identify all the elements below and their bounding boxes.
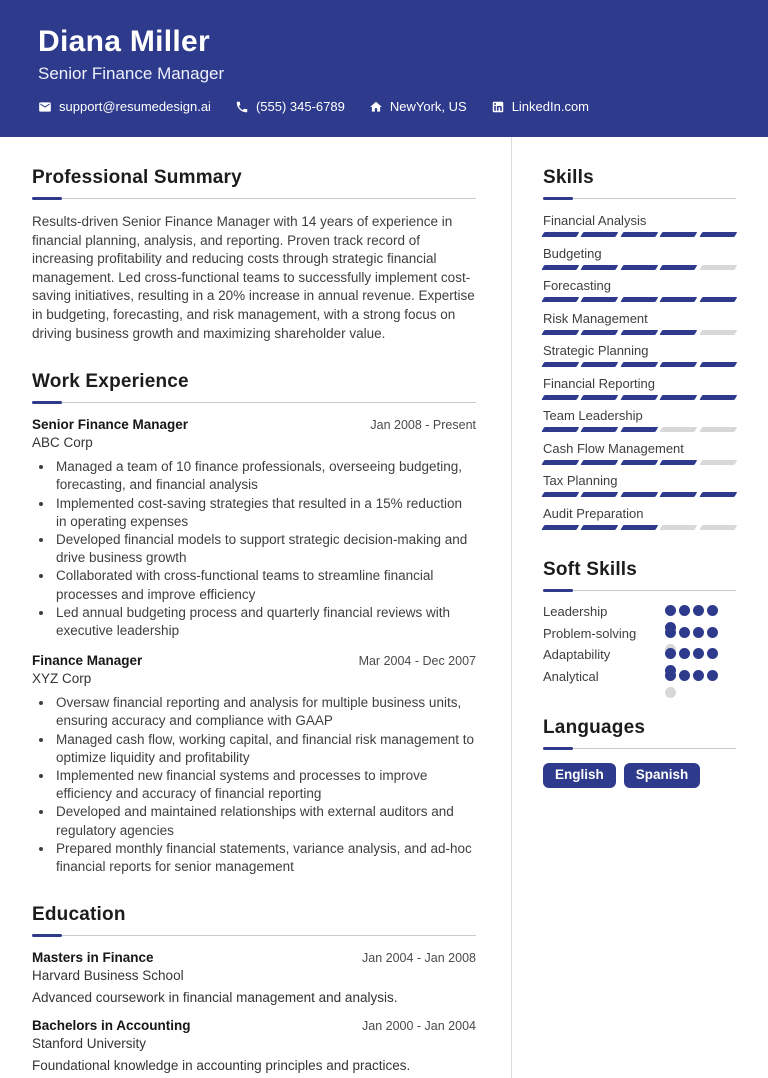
language-list: [543, 763, 736, 788]
rating-dot: [693, 605, 704, 616]
skill-item: [543, 506, 736, 530]
section-summary: [32, 167, 476, 343]
job-header: [32, 653, 476, 668]
summary-text: Results-driven Senior Finance Manager with 14 years of experience in financial planning, analysis, and reporting. Proven track record of increasing profitability and reducing costs through strategic financial management. Led cross-functional teams to successfully implement cost-saving initiatives, resulting in a 20% increase in annual revenue. Expertise in budgeting, forecasting, and risk management, with a strong focus on driving business growth and maximizing shareholder value.: [32, 214, 475, 341]
contact-location-text: NewYork, US: [389, 99, 467, 114]
education-heading: Education: [32, 904, 126, 926]
skill-bar-segment: [699, 297, 737, 302]
skill-bar-segment: [621, 460, 659, 465]
job-bullet: • Developed and maintained relationships with external auditors and regulatory agencies: [54, 803, 476, 839]
education-degree: Bachelors in Accounting: [32, 1018, 191, 1034]
soft-skill-dots: [665, 648, 735, 670]
skill-bar-segment: [699, 427, 737, 432]
contact-linkedin: [491, 99, 589, 114]
skill-list: [543, 213, 736, 529]
person-job-title: Senior Finance Manager: [38, 64, 225, 83]
education-dates: Jan 2004 - Jan 2008: [362, 951, 476, 966]
skill-bar-segment: [699, 492, 737, 497]
skill-item: [543, 213, 736, 237]
skill-bar-segment: [699, 232, 737, 237]
language-pill: English: [543, 763, 616, 788]
soft-skill-dots: [665, 627, 735, 649]
contact-email: [38, 99, 211, 114]
skill-name: Risk Management: [543, 310, 648, 326]
soft-skill-row: [543, 648, 736, 670]
education-school: Harvard Business School: [32, 968, 184, 984]
skill-item: [543, 278, 736, 302]
soft-skill-name: Problem-solving: [543, 625, 637, 641]
job-entry: [32, 653, 476, 876]
language-pill: Spanish: [624, 763, 701, 788]
skill-level-bar: [543, 297, 736, 302]
skill-name: Forecasting: [543, 278, 611, 293]
job-title: Finance Manager: [32, 653, 143, 669]
skill-bar-segment: [699, 525, 737, 530]
experience-heading: Work Experience: [32, 371, 189, 393]
education-header: [32, 950, 476, 965]
skill-bar-segment: [542, 395, 580, 400]
education-degree: Masters in Finance: [32, 950, 154, 966]
skill-item: [543, 343, 736, 367]
soft-skill-dots: [665, 605, 735, 627]
skill-bar-segment: [581, 525, 619, 530]
skill-item: [543, 408, 736, 432]
skill-name: Strategic Planning: [543, 343, 649, 358]
section-skills: [543, 167, 736, 529]
skill-bar-segment: [660, 297, 698, 302]
section-languages: [543, 717, 736, 788]
job-list: [32, 417, 476, 876]
soft-skill-row: [543, 627, 736, 649]
resume-body: [0, 137, 768, 1078]
job-title: Senior Finance Manager: [32, 417, 189, 433]
skill-bar-segment: [581, 330, 619, 335]
rating-dot: [665, 648, 676, 659]
skill-bar-segment: [581, 460, 619, 465]
skill-bar-segment: [621, 330, 659, 335]
job-bullet: • Managed a team of 10 finance professionals, overseeing budgeting, forecasting, and financial analysis: [54, 458, 476, 494]
rating-dot: [707, 627, 718, 638]
education-dates: Jan 2000 - Jan 2004: [362, 1019, 476, 1034]
rating-dot: [693, 627, 704, 638]
skill-bar-segment: [660, 362, 698, 367]
rating-dot: [707, 670, 718, 681]
skill-bar-segment: [542, 330, 580, 335]
rating-dot: [707, 648, 718, 659]
education-list: [32, 950, 476, 1073]
contact-linkedin-text: LinkedIn.com: [511, 99, 590, 114]
skill-level-bar: [543, 330, 736, 335]
skill-level-bar: [543, 492, 736, 497]
skill-bar-segment: [542, 460, 580, 465]
skill-bar-segment: [660, 492, 698, 497]
soft-skill-name: Analytical: [543, 668, 599, 684]
skill-bar-segment: [542, 525, 580, 530]
rating-dot: [679, 605, 690, 616]
job-company: XYZ Corp: [32, 671, 92, 687]
skill-bar-segment: [542, 492, 580, 497]
skill-name: Cash Flow Management: [543, 440, 684, 456]
skill-level-bar: [543, 395, 736, 400]
education-description: Advanced coursework in financial management and analysis.: [32, 990, 398, 1006]
skill-bar-segment: [699, 362, 737, 367]
linkedin-icon: [491, 100, 505, 114]
contact-location: [369, 99, 467, 114]
job-header: [32, 417, 476, 432]
soft-skill-dots: [665, 670, 735, 692]
contact-email-text: support@resumedesign.ai: [59, 99, 211, 114]
skill-bar-segment: [621, 492, 659, 497]
skill-bar-segment: [660, 232, 698, 237]
skill-bar-segment: [699, 330, 737, 335]
skill-bar-segment: [581, 492, 619, 497]
section-rule: [32, 197, 476, 200]
job-bullet: • Implemented cost-saving strategies that resulted in a 15% reduction in operating expenses: [54, 495, 476, 531]
skill-bar-segment: [660, 265, 698, 270]
skill-bar-segment: [542, 232, 580, 237]
contact-row: [38, 99, 730, 114]
section-education: [32, 904, 476, 1073]
section-rule: [543, 747, 736, 750]
job-bullet: • Developed financial models to support strategic decision-making and drive business growth: [54, 531, 476, 567]
soft-skills-heading: Soft Skills: [543, 559, 638, 580]
skill-name: Team Leadership: [543, 408, 643, 423]
job-bullet: • Oversaw financial reporting and analysis for multiple business units, ensuring accuracy and compliance with GAAP: [54, 694, 476, 730]
skill-bar-segment: [542, 427, 580, 432]
skill-bar-segment: [621, 297, 659, 302]
rating-dot: [665, 687, 676, 698]
education-description: Foundational knowledge in accounting principles and practices.: [32, 1058, 411, 1074]
skill-item: [543, 441, 736, 465]
skill-bar-segment: [542, 265, 580, 270]
section-soft-skills: [543, 559, 736, 691]
rating-dot: [679, 648, 690, 659]
skill-bar-segment: [660, 395, 698, 400]
soft-skill-name: Leadership: [543, 604, 608, 619]
skill-level-bar: [543, 525, 736, 530]
skill-name: Financial Analysis: [543, 213, 647, 228]
skills-heading: Skills: [543, 167, 594, 188]
skill-bar-segment: [621, 525, 659, 530]
education-school: Stanford University: [32, 1036, 147, 1052]
skill-item: [543, 376, 736, 400]
person-name: Diana Miller: [38, 25, 210, 58]
resume-header: [0, 0, 768, 137]
skill-bar-segment: [581, 297, 619, 302]
job-bullet: • Managed cash flow, working capital, and financial risk management to optimize liquidity and profitability: [54, 731, 476, 767]
skill-bar-segment: [621, 427, 659, 432]
skill-bar-segment: [542, 297, 580, 302]
skill-bar-segment: [660, 330, 698, 335]
rating-dot: [665, 605, 676, 616]
soft-skill-list: [543, 605, 736, 691]
skill-item: [543, 473, 736, 497]
job-dates: Mar 2004 - Dec 2007: [358, 654, 476, 669]
job-entry: [32, 417, 476, 640]
section-experience: [32, 371, 476, 876]
rating-dot: [665, 670, 676, 681]
job-bullet: • Collaborated with cross-functional teams to streamline financial processes and improve efficiency: [54, 567, 476, 603]
soft-skill-name: Adaptability: [543, 647, 611, 663]
skill-name: Budgeting: [543, 245, 602, 261]
skill-level-bar: [543, 362, 736, 367]
skill-name: Tax Planning: [543, 473, 618, 488]
section-rule: [32, 934, 476, 937]
skill-bar-segment: [621, 265, 659, 270]
job-bullet: • Prepared monthly financial statements, variance analysis, and ad-hoc financial reports for senior management: [54, 840, 476, 876]
skill-bar-segment: [660, 460, 698, 465]
skill-name: Financial Reporting: [543, 375, 656, 391]
section-rule: [32, 401, 476, 404]
education-header: [32, 1018, 476, 1033]
skill-bar-segment: [621, 232, 659, 237]
skill-bar-segment: [581, 265, 619, 270]
skill-bar-segment: [542, 362, 580, 367]
soft-skill-row: [543, 605, 736, 627]
skill-level-bar: [543, 232, 736, 237]
home-icon: [369, 100, 383, 114]
skill-bar-segment: [581, 232, 619, 237]
job-bullet: • Implemented new financial systems and processes to improve efficiency and accuracy of financial reporting: [54, 767, 476, 803]
skill-bar-segment: [699, 395, 737, 400]
rating-dot: [693, 670, 704, 681]
skill-bar-segment: [660, 427, 698, 432]
job-bullet-list: [32, 694, 476, 876]
skill-bar-segment: [699, 460, 737, 465]
job-bullet-list: [32, 458, 476, 640]
skill-level-bar: [543, 427, 736, 432]
skill-name: Audit Preparation: [543, 505, 644, 521]
job-dates: Jan 2008 - Present: [370, 418, 476, 433]
section-rule: [543, 589, 736, 592]
email-icon: [38, 100, 52, 114]
main-column: [0, 137, 512, 1078]
skill-level-bar: [543, 460, 736, 465]
contact-phone: [235, 99, 345, 114]
sidebar-column: [512, 137, 768, 1078]
phone-icon: [235, 100, 249, 114]
languages-heading: Languages: [543, 717, 646, 739]
education-entry: [32, 950, 476, 1005]
rating-dot: [679, 627, 690, 638]
rating-dot: [707, 605, 718, 616]
skill-bar-segment: [581, 395, 619, 400]
skill-bar-segment: [621, 362, 659, 367]
skill-bar-segment: [621, 395, 659, 400]
skill-item: [543, 246, 736, 270]
skill-bar-segment: [699, 265, 737, 270]
soft-skill-row: [543, 670, 736, 692]
summary-heading: Professional Summary: [32, 167, 242, 188]
job-bullet: • Led annual budgeting process and quarterly financial reviews with executive leadership: [54, 604, 476, 640]
rating-dot: [693, 648, 704, 659]
education-entry: [32, 1018, 476, 1073]
section-rule: [543, 197, 736, 200]
skill-bar-segment: [581, 362, 619, 367]
job-company: ABC Corp: [32, 435, 93, 451]
rating-dot: [665, 627, 676, 638]
skill-level-bar: [543, 265, 736, 270]
contact-phone-text: (555) 345-6789: [255, 99, 345, 114]
rating-dot: [679, 670, 690, 681]
skill-item: [543, 311, 736, 335]
skill-bar-segment: [581, 427, 619, 432]
skill-bar-segment: [660, 525, 698, 530]
